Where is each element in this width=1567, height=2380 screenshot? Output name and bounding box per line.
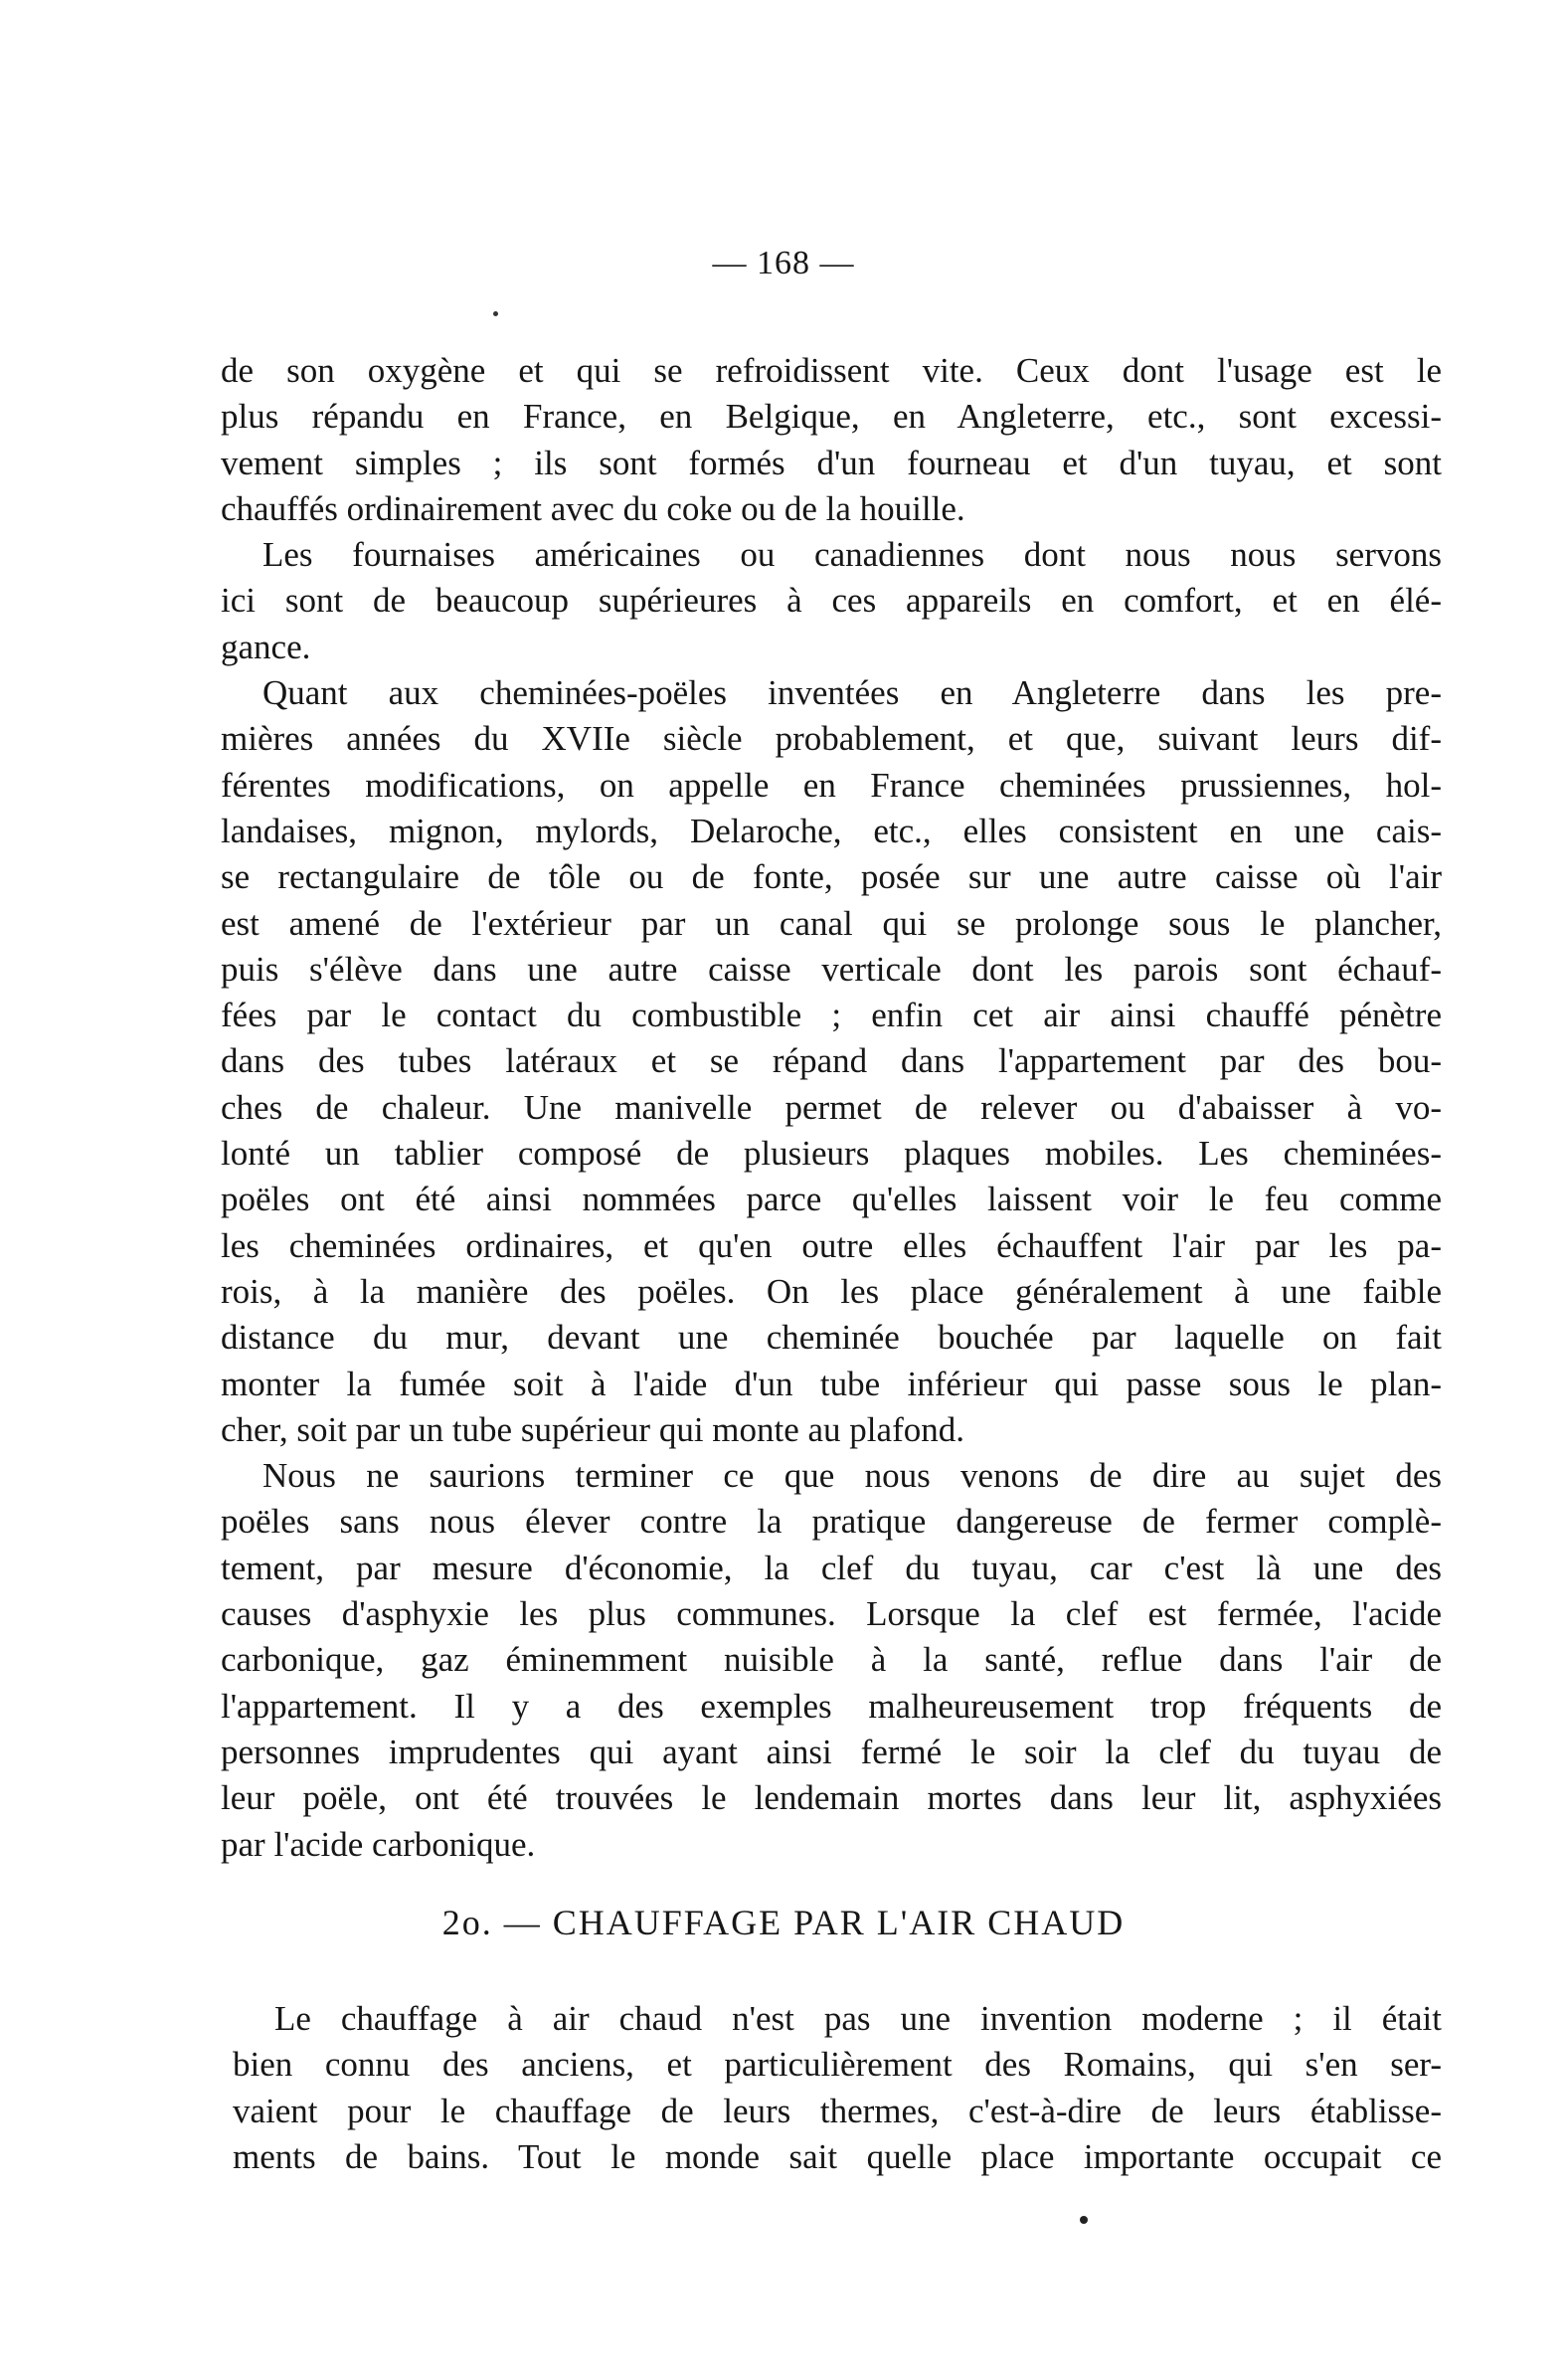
paragraph-3 [221, 670, 1442, 1453]
text-line: Le chauffage à air chaud n'est pas une invention moderne ; il était [274, 1999, 1442, 2038]
body-text-bottom [233, 1996, 1442, 2180]
text-line: mières années du XVIIe siècle probablement, et que, suivant leurs dif- [221, 719, 1442, 759]
text-line: est amené de l'extérieur par un canal qui se prolonge sous le plancher, [221, 903, 1442, 943]
text-line: poëles sans nous élever contre la pratique dangereuse de fermer complè- [221, 1502, 1442, 1542]
text-line: fées par le contact du combustible ; enfin cet air ainsi chauffé pénètre [221, 996, 1442, 1035]
text-line: de son oxygène et qui se refroidissent vite. Ceux dont l'usage est le [221, 351, 1442, 390]
text-line: puis s'élève dans une autre caisse verticale dont les parois sont échauf- [221, 949, 1442, 989]
text-line: carbonique, gaz éminemment nuisible à la santé, reflue dans l'air de [221, 1640, 1442, 1680]
text-line: dans des tubes latéraux et se répand dans l'appartement par des bou- [221, 1041, 1442, 1081]
text-line: férentes modifications, on appelle en France cheminées prussiennes, hol- [221, 765, 1442, 805]
text-line: Nous ne saurions terminer ce que nous venons de dire au sujet des [262, 1456, 1442, 1496]
text-line: monter la fumée soit à l'aide d'un tube inférieur qui passe sous le plan- [221, 1364, 1442, 1403]
text-line: gance. [221, 627, 311, 666]
text-line: cher, soit par un tube supérieur qui monte au plafond. [221, 1409, 964, 1449]
paragraph-1 [221, 348, 1442, 532]
text-line: Les fournaises américaines ou canadiennes dont nous nous servons [262, 535, 1442, 575]
section-heading: 2o. — CHAUFFAGE PAR L'AIR CHAUD [441, 1903, 1126, 1942]
paragraph-2 [221, 532, 1442, 670]
paragraph-4 [221, 1453, 1442, 1868]
text-line: Quant aux cheminées-poëles inventées en Angleterre dans les pre- [262, 673, 1442, 713]
text-line: poëles ont été ainsi nommées parce qu'elles laissent voir le feu comme [221, 1180, 1442, 1219]
text-line: par l'acide carbonique. [221, 1824, 536, 1864]
text-line: rois, à la manière des poëles. On les place généralement à une faible [221, 1271, 1442, 1311]
text-line: personnes imprudentes qui ayant ainsi fermé le soir la clef du tuyau de [221, 1732, 1442, 1771]
body-text-top [221, 348, 1442, 1868]
speck-mark [1080, 2216, 1088, 2224]
text-line: ici sont de beaucoup supérieures à ces appareils en comfort, et en élé- [221, 581, 1442, 621]
text-line: distance du mur, devant une cheminée bouchée par laquelle on fait [221, 1318, 1442, 1358]
text-line: leur poële, ont été trouvées le lendemain mortes dans leur lit, asphyxiées [221, 1778, 1442, 1818]
text-line: landaises, mignon, mylords, Delaroche, etc., elles consistent en une cais- [221, 811, 1442, 850]
text-line: se rectangulaire de tôle ou de fonte, posée sur une autre caisse où l'air [221, 857, 1442, 897]
text-line: plus répandu en France, en Belgique, en Angleterre, etc., sont excessi- [221, 397, 1442, 437]
text-line: vement simples ; ils sont formés d'un fourneau et d'un tuyau, et sont [221, 443, 1442, 482]
text-line: ments de bains. Tout le monde sait quelle place importante occupait ce [233, 2136, 1442, 2176]
text-line: lonté un tablier composé de plusieurs plaques mobiles. Les cheminées- [221, 1134, 1442, 1174]
text-line: les cheminées ordinaires, et qu'en outre elles échauffent l'air par les pa- [221, 1225, 1442, 1265]
text-line: bien connu des anciens, et particulièrement des Romains, qui s'en ser- [233, 2045, 1442, 2085]
text-line: l'appartement. Il y a des exemples malheureusement trop fréquents de [221, 1686, 1442, 1726]
text-line: tement, par mesure d'économie, la clef du tuyau, car c'est là une des [221, 1548, 1442, 1587]
page-number: — 168 — [712, 245, 855, 281]
text-line: chauffés ordinairement avec du coke ou de la houille. [221, 488, 965, 528]
text-line: causes d'asphyxie les plus communes. Lorsque la clef est fermée, l'acide [221, 1594, 1442, 1634]
speck-mark [493, 311, 498, 316]
paragraph-5 [233, 1996, 1442, 2180]
text-line: ches de chaleur. Une manivelle permet de relever ou d'abaisser à vo- [221, 1087, 1442, 1127]
text-line: vaient pour le chauffage de leurs thermes, c'est-à-dire de leurs établisse- [233, 2091, 1442, 2130]
